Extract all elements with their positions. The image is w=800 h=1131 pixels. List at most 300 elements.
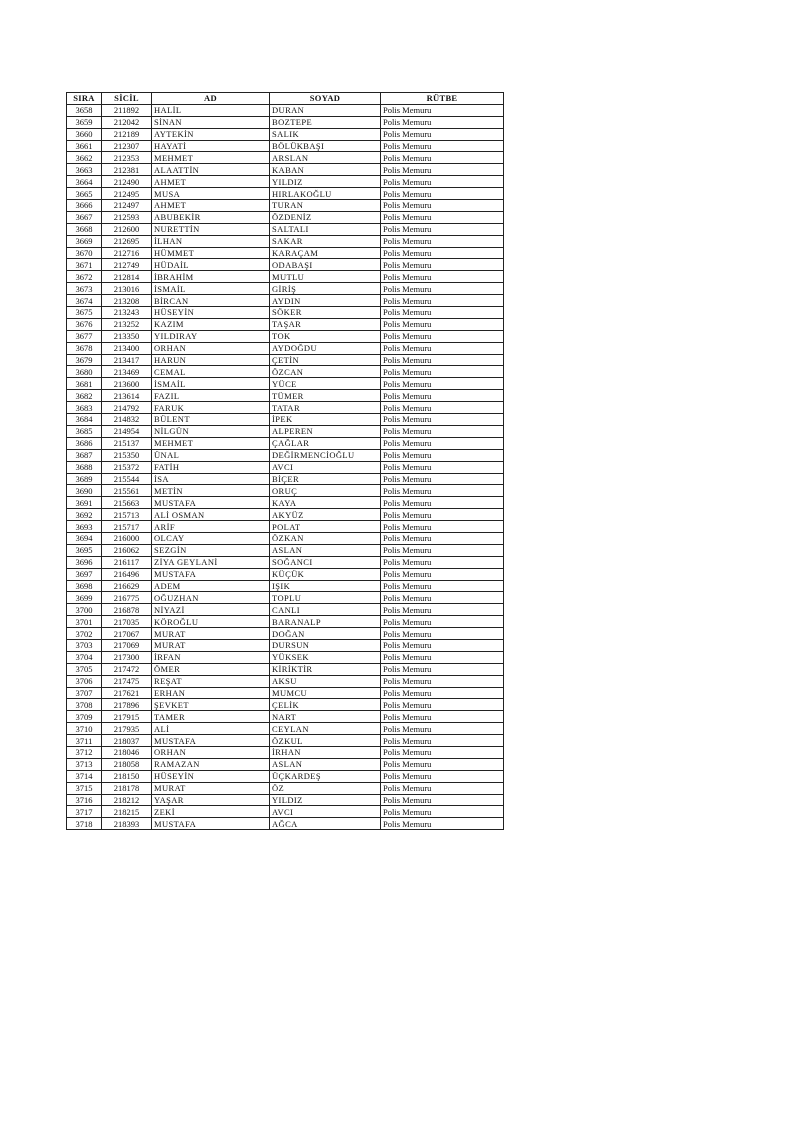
sira-cell: 3695 (67, 544, 102, 556)
sicil-cell: 212490 (102, 176, 152, 188)
table-row (67, 723, 504, 735)
rutbe-cell: Polis Memuru (381, 746, 504, 758)
soyad-cell: IŞIK (270, 580, 381, 592)
sicil-cell: 217300 (102, 651, 152, 663)
sicil-cell: 215561 (102, 485, 152, 497)
rutbe-cell: Polis Memuru (381, 283, 504, 295)
sira-cell: 3679 (67, 354, 102, 366)
soyad-cell: BOZTEPE (270, 116, 381, 128)
rutbe-cell: Polis Memuru (381, 568, 504, 580)
soyad-cell: MUTLU (270, 271, 381, 283)
ad-cell: İBRAHİM (152, 271, 270, 283)
ad-cell: İRFAN (152, 651, 270, 663)
sira-cell: 3674 (67, 295, 102, 307)
rutbe-cell: Polis Memuru (381, 449, 504, 461)
ad-cell: İSMAİL (152, 378, 270, 390)
table-row (67, 295, 504, 307)
table-row (67, 628, 504, 640)
rutbe-cell: Polis Memuru (381, 259, 504, 271)
table-row (67, 521, 504, 533)
ad-cell: MUSA (152, 188, 270, 200)
table-header (67, 93, 504, 105)
sicil-cell: 212189 (102, 128, 152, 140)
rutbe-cell: Polis Memuru (381, 318, 504, 330)
rutbe-cell: Polis Memuru (381, 211, 504, 223)
rutbe-cell: Polis Memuru (381, 366, 504, 378)
soyad-cell: ÖZCAN (270, 366, 381, 378)
sira-cell: 3681 (67, 378, 102, 390)
ad-cell: MUSTAFA (152, 497, 270, 509)
ad-cell: MURAT (152, 639, 270, 651)
ad-cell: ORHAN (152, 746, 270, 758)
soyad-cell: ODABAŞI (270, 259, 381, 271)
table-row (67, 485, 504, 497)
table-row (67, 639, 504, 651)
ad-cell: ARİF (152, 521, 270, 533)
table-row (67, 449, 504, 461)
sicil-cell: 213400 (102, 342, 152, 354)
sira-cell: 3663 (67, 164, 102, 176)
rutbe-cell: Polis Memuru (381, 521, 504, 533)
ad-cell: RAMAZAN (152, 758, 270, 770)
header-row (67, 93, 504, 105)
soyad-cell: HIRLAKOĞLU (270, 188, 381, 200)
sicil-cell: 217035 (102, 616, 152, 628)
rutbe-cell: Polis Memuru (381, 687, 504, 699)
table-row (67, 818, 504, 830)
sira-cell: 3692 (67, 509, 102, 521)
rutbe-cell: Polis Memuru (381, 378, 504, 390)
soyad-cell: ÇAĞLAR (270, 437, 381, 449)
soyad-cell: SOĞANCI (270, 556, 381, 568)
table-row (67, 461, 504, 473)
table-row (67, 140, 504, 152)
soyad-cell: CEYLAN (270, 723, 381, 735)
ad-cell: HÜMMET (152, 247, 270, 259)
sicil-cell: 214792 (102, 402, 152, 414)
ad-cell: ORHAN (152, 342, 270, 354)
rutbe-cell: Polis Memuru (381, 544, 504, 556)
rutbe-cell: Polis Memuru (381, 104, 504, 116)
sicil-cell: 217896 (102, 699, 152, 711)
sicil-cell: 212716 (102, 247, 152, 259)
soyad-cell: İPEK (270, 414, 381, 426)
table-row (67, 794, 504, 806)
table-row (67, 806, 504, 818)
sicil-cell: 217067 (102, 628, 152, 640)
rutbe-cell: Polis Memuru (381, 485, 504, 497)
rutbe-cell: Polis Memuru (381, 699, 504, 711)
ad-cell: YAŞAR (152, 794, 270, 806)
column-header-sicil: SİCİL (102, 93, 152, 105)
rutbe-cell: Polis Memuru (381, 675, 504, 687)
table-row (67, 152, 504, 164)
sicil-cell: 212814 (102, 271, 152, 283)
table-row (67, 330, 504, 342)
sicil-cell: 217069 (102, 639, 152, 651)
soyad-cell: AVCI (270, 461, 381, 473)
table-row (67, 509, 504, 521)
sicil-cell: 215137 (102, 437, 152, 449)
soyad-cell: MUMCU (270, 687, 381, 699)
sicil-cell: 218393 (102, 818, 152, 830)
sicil-cell: 216496 (102, 568, 152, 580)
ad-cell: NİYAZİ (152, 604, 270, 616)
soyad-cell: AKYÜZ (270, 509, 381, 521)
sicil-cell: 216878 (102, 604, 152, 616)
ad-cell: MURAT (152, 782, 270, 794)
rutbe-cell: Polis Memuru (381, 628, 504, 640)
rutbe-cell: Polis Memuru (381, 473, 504, 485)
table-row (67, 699, 504, 711)
rutbe-cell: Polis Memuru (381, 651, 504, 663)
rutbe-cell: Polis Memuru (381, 616, 504, 628)
rutbe-cell: Polis Memuru (381, 164, 504, 176)
table-row (67, 247, 504, 259)
ad-cell: KAZIM (152, 318, 270, 330)
sicil-cell: 218212 (102, 794, 152, 806)
sicil-cell: 217621 (102, 687, 152, 699)
rutbe-cell: Polis Memuru (381, 188, 504, 200)
sicil-cell: 218058 (102, 758, 152, 770)
soyad-cell: TOK (270, 330, 381, 342)
ad-cell: AHMET (152, 200, 270, 212)
sira-cell: 3660 (67, 128, 102, 140)
rutbe-cell: Polis Memuru (381, 128, 504, 140)
table-row (67, 711, 504, 723)
sira-cell: 3694 (67, 532, 102, 544)
ad-cell: FATİH (152, 461, 270, 473)
sicil-cell: 215713 (102, 509, 152, 521)
soyad-cell: ÜÇKARDEŞ (270, 770, 381, 782)
sicil-cell: 211892 (102, 104, 152, 116)
ad-cell: FARUK (152, 402, 270, 414)
ad-cell: SİNAN (152, 116, 270, 128)
table-row (67, 735, 504, 747)
rutbe-cell: Polis Memuru (381, 663, 504, 675)
soyad-cell: KİRİKTİR (270, 663, 381, 675)
soyad-cell: SALTALI (270, 223, 381, 235)
sira-cell: 3678 (67, 342, 102, 354)
rutbe-cell: Polis Memuru (381, 247, 504, 259)
table-row (67, 307, 504, 319)
soyad-cell: AKSU (270, 675, 381, 687)
ad-cell: HALİL (152, 104, 270, 116)
sira-cell: 3713 (67, 758, 102, 770)
table-row (67, 235, 504, 247)
sicil-cell: 212695 (102, 235, 152, 247)
rutbe-cell: Polis Memuru (381, 723, 504, 735)
table-row (67, 473, 504, 485)
rutbe-cell: Polis Memuru (381, 711, 504, 723)
sira-cell: 3708 (67, 699, 102, 711)
ad-cell: TAMER (152, 711, 270, 723)
sicil-cell: 216775 (102, 592, 152, 604)
rutbe-cell: Polis Memuru (381, 342, 504, 354)
ad-cell: SEZGİN (152, 544, 270, 556)
sira-cell: 3666 (67, 200, 102, 212)
ad-cell: METİN (152, 485, 270, 497)
sicil-cell: 216629 (102, 580, 152, 592)
sicil-cell: 213614 (102, 390, 152, 402)
sicil-cell: 214832 (102, 414, 152, 426)
sira-cell: 3658 (67, 104, 102, 116)
rutbe-cell: Polis Memuru (381, 794, 504, 806)
sicil-cell: 216062 (102, 544, 152, 556)
rutbe-cell: Polis Memuru (381, 176, 504, 188)
table-row (67, 746, 504, 758)
rutbe-cell: Polis Memuru (381, 592, 504, 604)
sira-cell: 3688 (67, 461, 102, 473)
sira-cell: 3672 (67, 271, 102, 283)
sira-cell: 3700 (67, 604, 102, 616)
personnel-table (66, 92, 504, 830)
ad-cell: HAYATİ (152, 140, 270, 152)
soyad-cell: ASLAN (270, 544, 381, 556)
ad-cell: ŞEVKET (152, 699, 270, 711)
table-row (67, 271, 504, 283)
sira-cell: 3665 (67, 188, 102, 200)
table-row (67, 604, 504, 616)
table-row (67, 425, 504, 437)
sira-cell: 3664 (67, 176, 102, 188)
rutbe-cell: Polis Memuru (381, 497, 504, 509)
soyad-cell: BÖLÜKBAŞI (270, 140, 381, 152)
table-row (67, 116, 504, 128)
soyad-cell: ÖZKUL (270, 735, 381, 747)
sira-cell: 3662 (67, 152, 102, 164)
table-row (67, 497, 504, 509)
table-row (67, 758, 504, 770)
soyad-cell: CANLI (270, 604, 381, 616)
ad-cell: HÜSEYİN (152, 770, 270, 782)
sira-cell: 3702 (67, 628, 102, 640)
sira-cell: 3683 (67, 402, 102, 414)
column-header-sira: SIRA (67, 93, 102, 105)
table-row (67, 580, 504, 592)
rutbe-cell: Polis Memuru (381, 818, 504, 830)
table-row (67, 675, 504, 687)
rutbe-cell: Polis Memuru (381, 509, 504, 521)
ad-cell: YILDIRAY (152, 330, 270, 342)
rutbe-cell: Polis Memuru (381, 580, 504, 592)
rutbe-cell: Polis Memuru (381, 295, 504, 307)
rutbe-cell: Polis Memuru (381, 735, 504, 747)
sicil-cell: 216117 (102, 556, 152, 568)
sira-cell: 3711 (67, 735, 102, 747)
ad-cell: MURAT (152, 628, 270, 640)
ad-cell: HÜSEYİN (152, 307, 270, 319)
ad-cell: ZEKİ (152, 806, 270, 818)
sira-cell: 3712 (67, 746, 102, 758)
sira-cell: 3698 (67, 580, 102, 592)
soyad-cell: KAYA (270, 497, 381, 509)
soyad-cell: ARSLAN (270, 152, 381, 164)
soyad-cell: TOPLU (270, 592, 381, 604)
sicil-cell: 218178 (102, 782, 152, 794)
table-row (67, 378, 504, 390)
column-header-ad: AD (152, 93, 270, 105)
sira-cell: 3684 (67, 414, 102, 426)
sira-cell: 3697 (67, 568, 102, 580)
soyad-cell: ALPEREN (270, 425, 381, 437)
ad-cell: ERHAN (152, 687, 270, 699)
table-row (67, 366, 504, 378)
soyad-cell: KÜÇÜK (270, 568, 381, 580)
table-row (67, 104, 504, 116)
soyad-cell: AYDIN (270, 295, 381, 307)
sicil-cell: 212381 (102, 164, 152, 176)
sicil-cell: 213016 (102, 283, 152, 295)
ad-cell: HÜDAİL (152, 259, 270, 271)
sira-cell: 3675 (67, 307, 102, 319)
ad-cell: AYTEKİN (152, 128, 270, 140)
soyad-cell: KABAN (270, 164, 381, 176)
sicil-cell: 215544 (102, 473, 152, 485)
ad-cell: MUSTAFA (152, 735, 270, 747)
rutbe-cell: Polis Memuru (381, 152, 504, 164)
sira-cell: 3699 (67, 592, 102, 604)
ad-cell: FAZIL (152, 390, 270, 402)
table-row (67, 211, 504, 223)
ad-cell: ALAATTİN (152, 164, 270, 176)
sicil-cell: 212353 (102, 152, 152, 164)
table-row (67, 390, 504, 402)
sira-cell: 3668 (67, 223, 102, 235)
table-row (67, 259, 504, 271)
ad-cell: ADEM (152, 580, 270, 592)
sicil-cell: 213252 (102, 318, 152, 330)
sira-cell: 3709 (67, 711, 102, 723)
ad-cell: ABUBEKİR (152, 211, 270, 223)
sicil-cell: 218150 (102, 770, 152, 782)
sira-cell: 3689 (67, 473, 102, 485)
soyad-cell: ÇETİN (270, 354, 381, 366)
sicil-cell: 212600 (102, 223, 152, 235)
sira-cell: 3704 (67, 651, 102, 663)
sira-cell: 3717 (67, 806, 102, 818)
rutbe-cell: Polis Memuru (381, 116, 504, 128)
table-row (67, 770, 504, 782)
table-row (67, 616, 504, 628)
sicil-cell: 215372 (102, 461, 152, 473)
soyad-cell: DOĞAN (270, 628, 381, 640)
sira-cell: 3705 (67, 663, 102, 675)
column-header-rutbe: RÜTBE (381, 93, 504, 105)
rutbe-cell: Polis Memuru (381, 556, 504, 568)
rutbe-cell: Polis Memuru (381, 235, 504, 247)
sira-cell: 3677 (67, 330, 102, 342)
soyad-cell: SAKAR (270, 235, 381, 247)
sicil-cell: 213417 (102, 354, 152, 366)
rutbe-cell: Polis Memuru (381, 461, 504, 473)
soyad-cell: BARANALP (270, 616, 381, 628)
soyad-cell: SALIK (270, 128, 381, 140)
sicil-cell: 217472 (102, 663, 152, 675)
ad-cell: ALİ (152, 723, 270, 735)
rutbe-cell: Polis Memuru (381, 425, 504, 437)
ad-cell: ÜNAL (152, 449, 270, 461)
sicil-cell: 218215 (102, 806, 152, 818)
sicil-cell: 217935 (102, 723, 152, 735)
sira-cell: 3680 (67, 366, 102, 378)
sicil-cell: 213600 (102, 378, 152, 390)
ad-cell: İLHAN (152, 235, 270, 247)
table-row (67, 687, 504, 699)
sira-cell: 3669 (67, 235, 102, 247)
rutbe-cell: Polis Memuru (381, 806, 504, 818)
ad-cell: OĞUZHAN (152, 592, 270, 604)
ad-cell: CEMAL (152, 366, 270, 378)
sicil-cell: 213469 (102, 366, 152, 378)
rutbe-cell: Polis Memuru (381, 414, 504, 426)
sicil-cell: 212042 (102, 116, 152, 128)
ad-cell: KÖROĞLU (152, 616, 270, 628)
rutbe-cell: Polis Memuru (381, 271, 504, 283)
table-row (67, 342, 504, 354)
soyad-cell: ORUÇ (270, 485, 381, 497)
sicil-cell: 215663 (102, 497, 152, 509)
table-row (67, 354, 504, 366)
soyad-cell: YILDIZ (270, 794, 381, 806)
soyad-cell: SÖKER (270, 307, 381, 319)
table-row (67, 556, 504, 568)
soyad-cell: ÖZ (270, 782, 381, 794)
sicil-cell: 217915 (102, 711, 152, 723)
ad-cell: MEHMET (152, 437, 270, 449)
ad-cell: MUSTAFA (152, 568, 270, 580)
ad-cell: OLCAY (152, 532, 270, 544)
sira-cell: 3696 (67, 556, 102, 568)
rutbe-cell: Polis Memuru (381, 437, 504, 449)
sira-cell: 3661 (67, 140, 102, 152)
sicil-cell: 212593 (102, 211, 152, 223)
sira-cell: 3670 (67, 247, 102, 259)
sira-cell: 3716 (67, 794, 102, 806)
table-row (67, 223, 504, 235)
sira-cell: 3673 (67, 283, 102, 295)
sira-cell: 3703 (67, 639, 102, 651)
rutbe-cell: Polis Memuru (381, 532, 504, 544)
soyad-cell: NART (270, 711, 381, 723)
soyad-cell: DEĞİRMENCİOĞLU (270, 449, 381, 461)
sira-cell: 3691 (67, 497, 102, 509)
sira-cell: 3659 (67, 116, 102, 128)
ad-cell: MEHMET (152, 152, 270, 164)
sira-cell: 3693 (67, 521, 102, 533)
sicil-cell: 212749 (102, 259, 152, 271)
sicil-cell: 212307 (102, 140, 152, 152)
soyad-cell: BİÇER (270, 473, 381, 485)
sira-cell: 3686 (67, 437, 102, 449)
ad-cell: NİLGÜN (152, 425, 270, 437)
rutbe-cell: Polis Memuru (381, 354, 504, 366)
soyad-cell: DURAN (270, 104, 381, 116)
rutbe-cell: Polis Memuru (381, 770, 504, 782)
table-row (67, 568, 504, 580)
soyad-cell: GİRİŞ (270, 283, 381, 295)
table-row (67, 402, 504, 414)
sira-cell: 3710 (67, 723, 102, 735)
soyad-cell: AYDOĞDU (270, 342, 381, 354)
sicil-cell: 218046 (102, 746, 152, 758)
sicil-cell: 217475 (102, 675, 152, 687)
rutbe-cell: Polis Memuru (381, 402, 504, 414)
soyad-cell: AVCI (270, 806, 381, 818)
ad-cell: BÜLENT (152, 414, 270, 426)
soyad-cell: ÖZDENİZ (270, 211, 381, 223)
ad-cell: ÖMER (152, 663, 270, 675)
